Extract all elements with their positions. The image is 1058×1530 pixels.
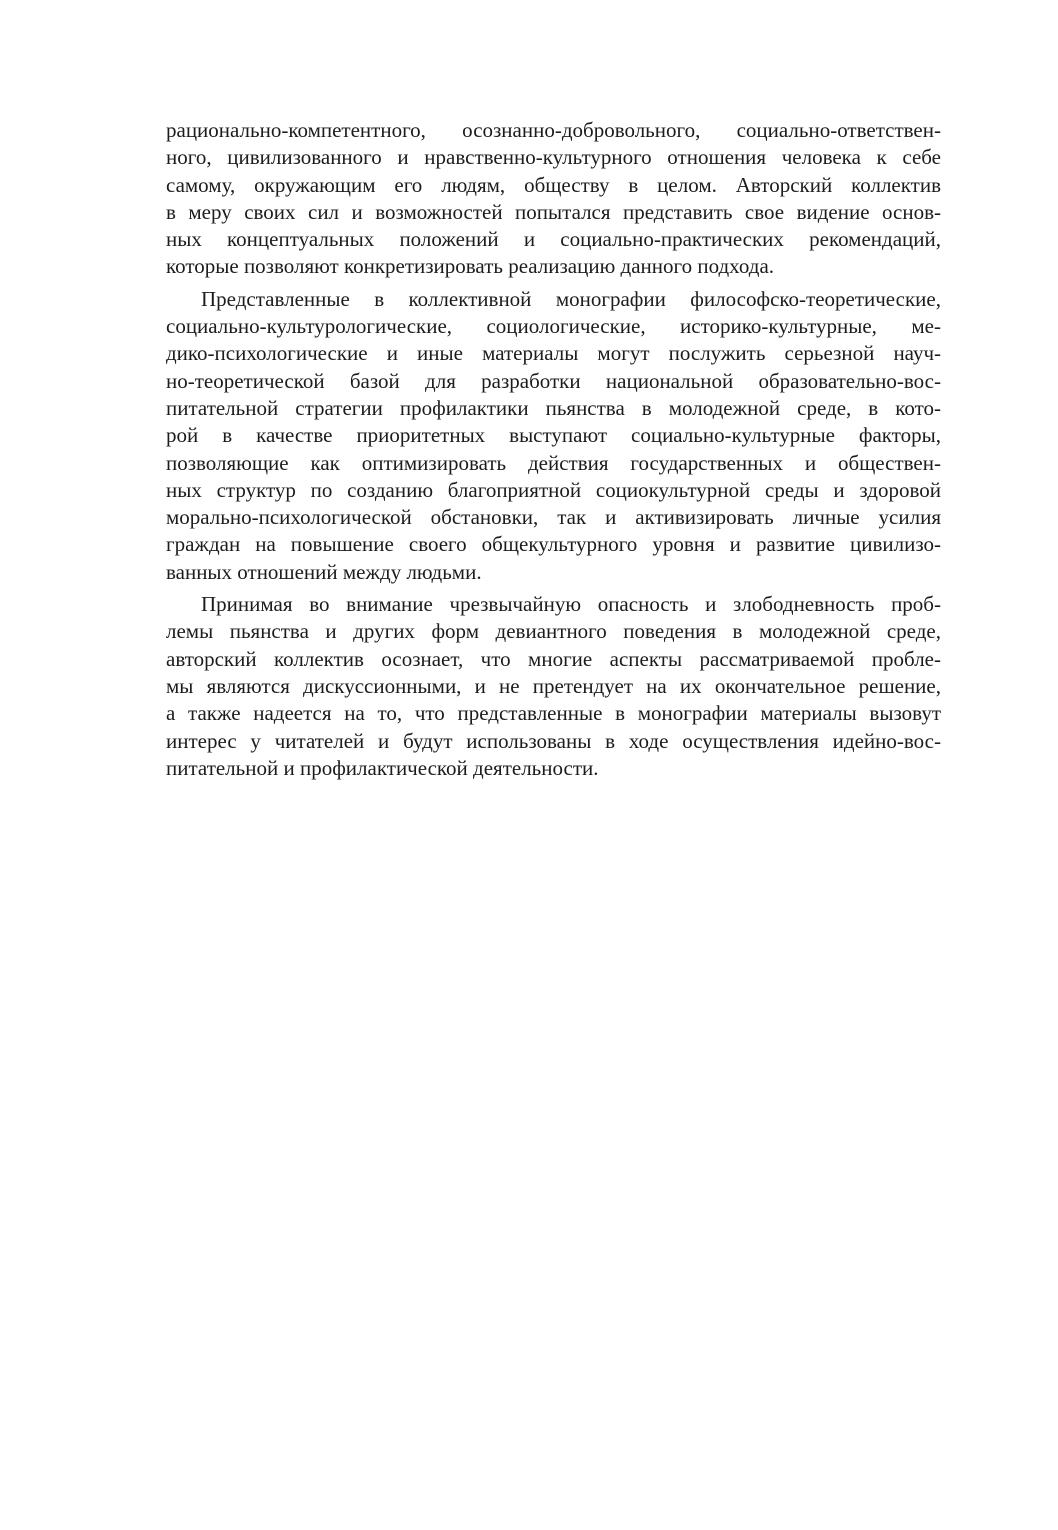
text-line: авторский коллектив осознает, что многие аспекты рассматриваемой пробле- [166, 646, 941, 671]
body-text [166, 117, 941, 787]
text-line: позволяющие как оптимизировать действия государственных и обществен- [166, 450, 941, 475]
text-line: дико-психологические и иные материалы могут послужить серьезной науч- [166, 341, 941, 366]
text-line: которые позволяют конкретизировать реализацию данного подхода. [166, 254, 775, 279]
text-line: рационально-компетентного, осознанно-добровольного, социально-ответствен- [166, 118, 941, 142]
text-line: ных концептуальных положений и социально-практических рекомендаций, [166, 227, 941, 252]
text-line: рой в качестве приоритетных выступают социально-культурные факторы, [166, 423, 941, 448]
text-line: питательной стратегии профилактики пьянства в молодежной среде, в кото- [166, 395, 941, 420]
text-line: а также надеется на то, что представленные в монографии материалы вызовут [166, 701, 941, 726]
text-line: морально-психологической обстановки, так и активизировать личные усилия [166, 505, 941, 530]
text-line: ного, цивилизованного и нравственно-культурного отношения человека к себе [166, 145, 941, 170]
text-line: питательной и профилактической деятельности. [166, 755, 599, 780]
text-line: ных структур по созданию благоприятной социокультурной среды и здоровой [166, 477, 941, 502]
text-line: Представленные в коллективной монографии философско-теоретические, [201, 286, 941, 311]
paragraph-3 [166, 591, 941, 782]
text-line: лемы пьянства и других форм девиантного поведения в молодежной среде, [166, 619, 941, 644]
text-line: но-теоретической базой для разработки национальной образовательно-вос- [166, 368, 941, 393]
text-line: самому, окружающим его людям, обществу в целом. Авторский коллектив [166, 172, 941, 197]
text-line: в меру своих сил и возможностей попытался представить свое видение основ- [166, 199, 941, 224]
text-line: Принимая во внимание чрезвычайную опасность и злободневность проб- [201, 592, 941, 617]
paragraph-2 [166, 286, 941, 586]
text-line: мы являются дискуссионными, и не претендует на их окончательное решение, [166, 673, 941, 698]
paragraph-1 [166, 117, 941, 281]
text-line: интерес у читателей и будут использованы в ходе осуществления идейно-вос- [166, 728, 941, 753]
text-line: граждан на повышение своего общекультурного уровня и развитие цивилизо- [166, 532, 941, 557]
text-line: социально-культурологические, социологические, историко-культурные, ме- [166, 314, 941, 339]
text-line: ванных отношений между людьми. [166, 559, 482, 584]
